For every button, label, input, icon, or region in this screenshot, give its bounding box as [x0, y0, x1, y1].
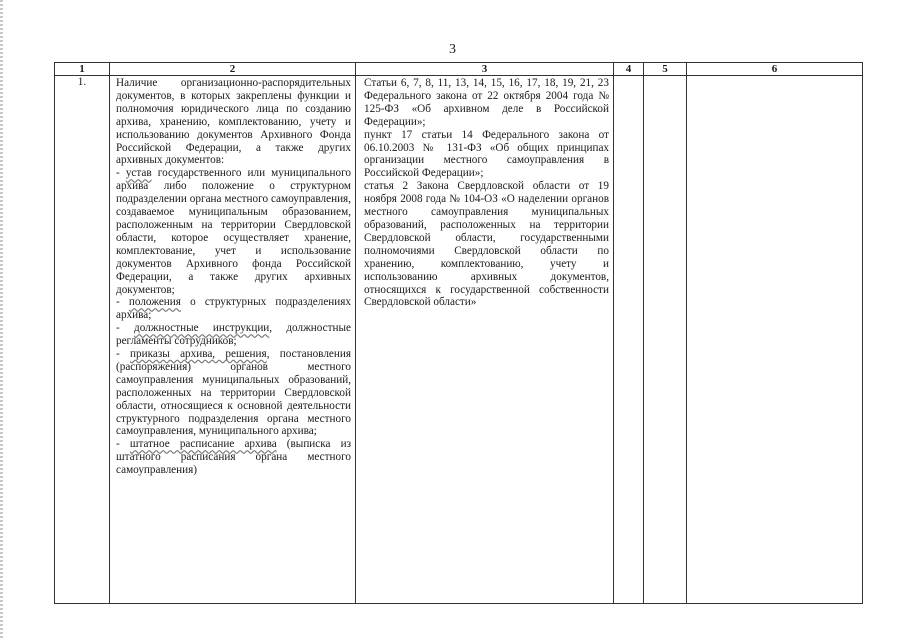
- requirement-item-staff-schedule: - штатное расписание архива (выписка из штатного расписания органа местного самоуправления): [116, 438, 351, 477]
- requirement-item-charter: - устав государственного или муниципального архива либо положение о структурном подразделении органа местного самоуправления, создаваемое муниципальным образованием, расположенным на территории Свердловской области, которое осуществляет хранение, комплектование, учет и использование документов Архивного фонда Российской Федерации, а также других архивных документов;: [116, 167, 351, 296]
- header-col-4: 4: [614, 63, 644, 76]
- legal-basis-cell: [356, 76, 614, 604]
- header-col-1: 1: [55, 63, 110, 76]
- empty-cell-col-6: [687, 76, 863, 604]
- charter-keyword: устав: [125, 167, 152, 180]
- table-row: [55, 76, 863, 604]
- job-instructions-keyword: должностные инструкции: [134, 322, 270, 335]
- staff-schedule-keyword: штатное расписание архива: [129, 438, 277, 451]
- requirement-item-regulations: - положения о структурных подразделениях архива;: [116, 296, 351, 322]
- header-col-2: 2: [110, 63, 356, 76]
- empty-cell-col-5: [644, 76, 687, 604]
- page-number: 3: [449, 42, 456, 57]
- legal-basis-regional-law-104: статья 2 Закона Свердловской области от 19 ноября 2008 года № 104-ОЗ «О наделении органов местного самоуправления муниципальных образований, расположенных на территории Свердловской области, государственными полномочиями Свердловской области по хранению, комплектованию, учету и использованию архивных документов, относящихся к государственной собственности Свердловской области»: [364, 180, 609, 309]
- requirement-intro: Наличие организационно-распорядительных документов, в которых закреплены функции и полномочия юридического лица по созданию архива, хранению, комплектованию, учету и использованию документов Архивного Фонда Российской Федерации, а также других архивных документов:: [116, 77, 351, 167]
- orders-keyword: приказы архива, решения: [130, 348, 267, 361]
- header-col-5: 5: [644, 63, 687, 76]
- table-header-row: [55, 63, 863, 76]
- regulations-keyword: положения: [128, 296, 181, 309]
- scan-edge: [0, 0, 3, 640]
- row-number: 1.: [55, 76, 110, 604]
- header-col-3: 3: [356, 63, 614, 76]
- requirements-table: [54, 62, 863, 604]
- legal-basis-federal-law-131: пункт 17 статьи 14 Федерального закона от 06.10.2003 № 131-ФЗ «Об общих принципах организации местного самоуправления в Российской Федерации»;: [364, 128, 609, 180]
- empty-cell-col-4: [614, 76, 644, 604]
- requirement-item-orders: - приказы архива, решения, постановления (распоряжения) органов местного самоуправления муниципальных образований, расположенных на территории Свердловской области, относящиеся к основной деятельности структурного подразделения органа местного самоуправления, муниципального архива;: [116, 348, 351, 438]
- requirement-cell: [110, 76, 356, 604]
- requirement-item-job-instructions: - должностные инструкции, должностные регламенты сотрудников;: [116, 322, 351, 348]
- header-col-6: 6: [687, 63, 863, 76]
- legal-basis-federal-law-125: Статьи 6, 7, 8, 11, 13, 14, 15, 16, 17, 18, 19, 21, 23 Федерального закона от 22 октября 2004 года № 125-ФЗ «Об архивном деле в Российской Федерации»;: [364, 77, 609, 128]
